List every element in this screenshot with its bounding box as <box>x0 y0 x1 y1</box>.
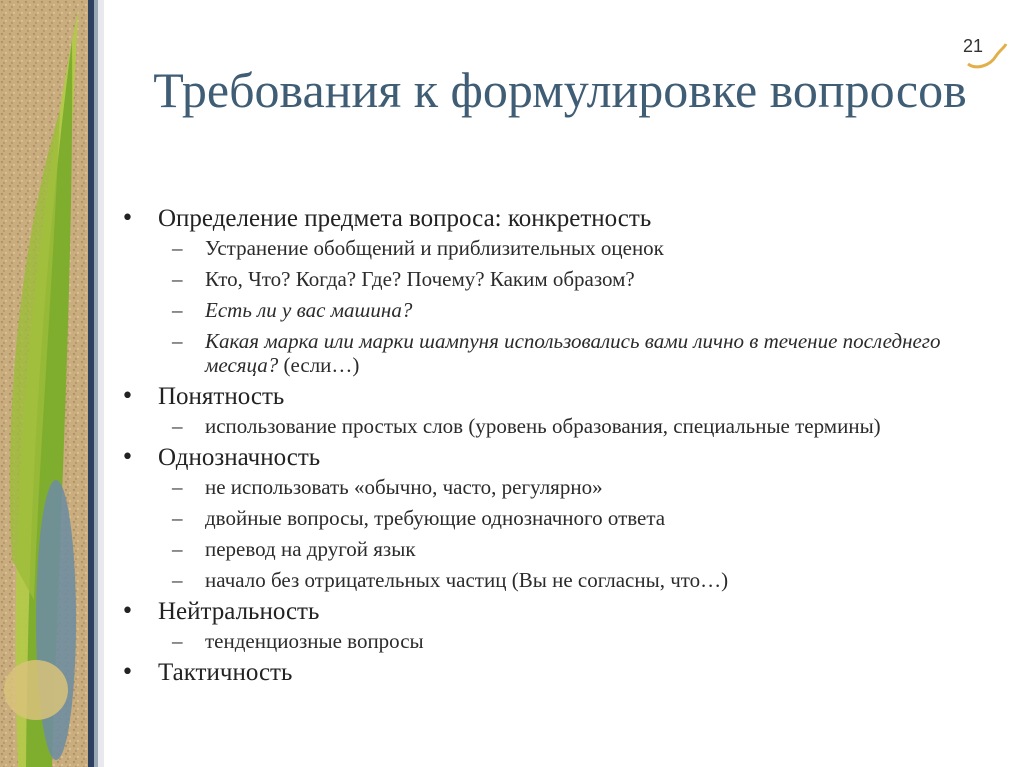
bullet-icon: • <box>121 599 134 624</box>
sub-list-item <box>158 568 1008 592</box>
sub-item-text-italic: Какая марка или марки шампуня использовались вами лично в течение последнего месяца? <box>205 329 941 377</box>
sub-list <box>158 629 1008 653</box>
sub-list-item <box>158 537 1008 561</box>
slide-title: Требования к формулировке вопросов <box>153 62 967 118</box>
section-heading: Однозначность <box>158 444 321 471</box>
list-item <box>118 442 1008 592</box>
requirements-list <box>118 203 1008 691</box>
sub-item-text: Есть ли у вас машина? <box>205 298 413 322</box>
bullet-icon: • <box>121 445 134 470</box>
decorative-sidebar <box>0 0 104 767</box>
dash-icon: – <box>172 329 183 353</box>
dash-icon: – <box>172 236 183 260</box>
sub-item-text: не использовать «обычно, часто, регулярно» <box>205 475 603 499</box>
sub-item-text: начало без отрицательных частиц (Вы не согласны, что…) <box>205 568 729 592</box>
sidebar-artwork <box>0 0 104 767</box>
sub-list-item <box>158 629 1008 653</box>
sub-list <box>158 414 1008 438</box>
page-number: 21 <box>963 36 984 56</box>
sub-item-text-normal: (если…) <box>278 353 360 377</box>
sub-item-text: перевод на другой язык <box>205 537 416 561</box>
sub-item-text: Устранение обобщений и приблизительных оценок <box>205 236 664 260</box>
light-stripe <box>98 0 104 767</box>
section-heading: Определение предмета вопроса: конкретность <box>158 205 652 232</box>
dash-icon: – <box>172 629 183 653</box>
sub-list-item <box>158 506 1008 530</box>
dash-icon: – <box>172 298 183 322</box>
sub-item-text: тенденциозные вопросы <box>205 629 424 653</box>
dash-icon: – <box>172 506 183 530</box>
section-heading: Тактичность <box>158 659 293 686</box>
list-item <box>118 596 1008 653</box>
dash-icon: – <box>172 568 183 592</box>
dash-icon: – <box>172 537 183 561</box>
sub-list-item <box>158 267 1008 291</box>
section-heading: Понятность <box>158 383 285 410</box>
sub-item-text: двойные вопросы, требующие однозначного ответа <box>205 506 666 530</box>
sub-list-item <box>158 414 1008 438</box>
dash-icon: – <box>172 414 183 438</box>
bullet-icon: • <box>121 206 134 231</box>
sub-item-text: Кто, Что? Когда? Где? Почему? Каким образом? <box>205 267 635 291</box>
list-item <box>118 381 1008 438</box>
sub-list-item <box>158 329 1008 377</box>
navy-stripe <box>88 0 94 767</box>
dash-icon: – <box>172 475 183 499</box>
bullet-icon: • <box>121 660 134 685</box>
sun-circle-shape <box>4 660 68 720</box>
list-item <box>118 657 1008 689</box>
section-heading: Нейтральность <box>158 598 320 625</box>
sub-list-item <box>158 298 1008 322</box>
list-item <box>118 203 1008 377</box>
sub-list-item <box>158 236 1008 260</box>
grey-stripe <box>94 0 98 767</box>
sub-item-text: использование простых слов (уровень образования, специальные термины) <box>205 414 881 438</box>
dash-icon: – <box>172 267 183 291</box>
sub-list <box>158 236 1008 377</box>
bullet-icon: • <box>121 384 134 409</box>
sub-list <box>158 475 1008 592</box>
sub-list-item <box>158 475 1008 499</box>
